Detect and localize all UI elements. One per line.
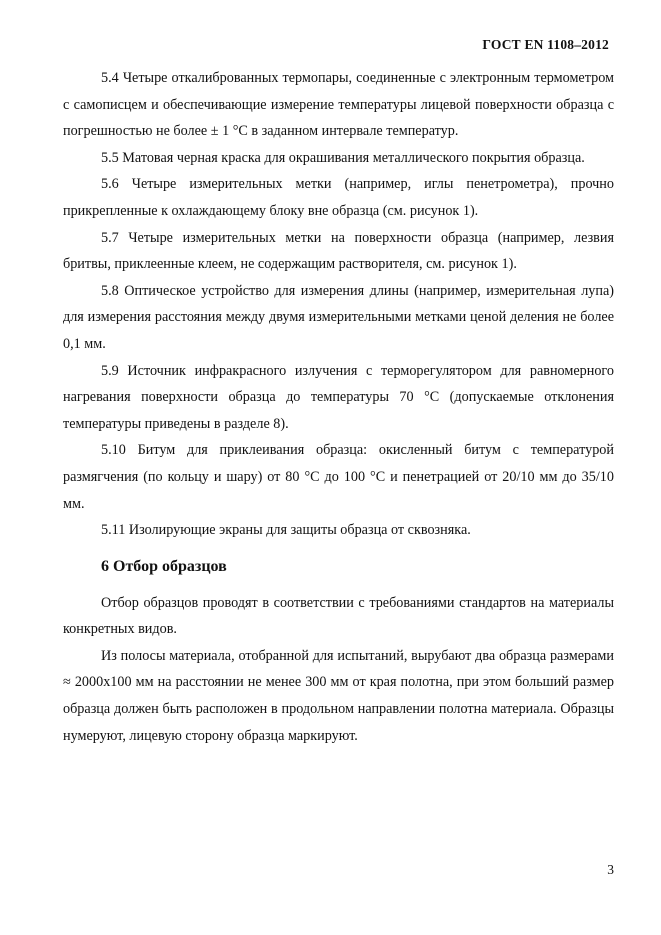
clause-5-9: 5.9 Источник инфракрасного излучения с терморегулятором для равномерного нагревания поверхности образца до температуры 70 °С (допускаемые отклонения температуры приведены в разделе 8). — [63, 362, 614, 432]
section-6-paragraph-2: Из полосы материала, отобранной для испытаний, вырубают два образца размерами ≈ 2000х100 мм на расстоянии не менее 300 мм от края полотна, при этом больший размер образца должен быть расположен в продольном направлении полотна материала. Образцы нумеруют, лицевую сторону образца маркируют. — [63, 647, 614, 744]
clause-5-6: 5.6 Четыре измерительных метки (например, иглы пенетрометра), прочно прикрепленные к охлаждающему блоку вне образца (см. рисунок 1). — [63, 176, 614, 219]
clause-5-7: 5.7 Четыре измерительных метки на поверхности образца (например, лезвия бритвы, приклеенные клеем, не содержащим растворителя, см. рисунок 1). — [63, 229, 614, 273]
clause-5-11: 5.11 Изолирующие экраны для защиты образца от сквозняка. — [101, 522, 471, 539]
section-6-heading: 6 Отбор образцов — [101, 557, 227, 575]
clause-5-5: 5.5 Матовая черная краска для окрашивания металлического покрытия образца. — [101, 149, 585, 166]
clause-5-4: 5.4 Четыре откалиброванных термопары, соединенные с электронным термометром с самописцем и обеспечивающие измерение температуры лицевой поверхности образца с погрешностью не более ± 1 °С в заданном интервале температур. — [63, 70, 614, 140]
clause-5-8: 5.8 Оптическое устройство для измерения длины (например, измерительная лупа) для измерения расстояния между двумя измерительными метками ценой деления не более 0,1 мм. — [63, 282, 614, 352]
page-number: 3 — [607, 862, 614, 877]
document-body — [63, 65, 614, 749]
section-6-paragraph-1: Отбор образцов проводят в соответствии с требованиями стандартов на материалы конкретных видов. — [63, 594, 614, 638]
clause-5-10: 5.10 Битум для приклеивания образца: окисленный битум с температурой размягчения (по кольцу и шару) от 80 °С до 100 °С и пенетрацией от 20/10 мм до 35/10 мм. — [63, 442, 614, 512]
document-header-standard-id: ГОСТ EN 1108–2012 — [482, 37, 609, 52]
